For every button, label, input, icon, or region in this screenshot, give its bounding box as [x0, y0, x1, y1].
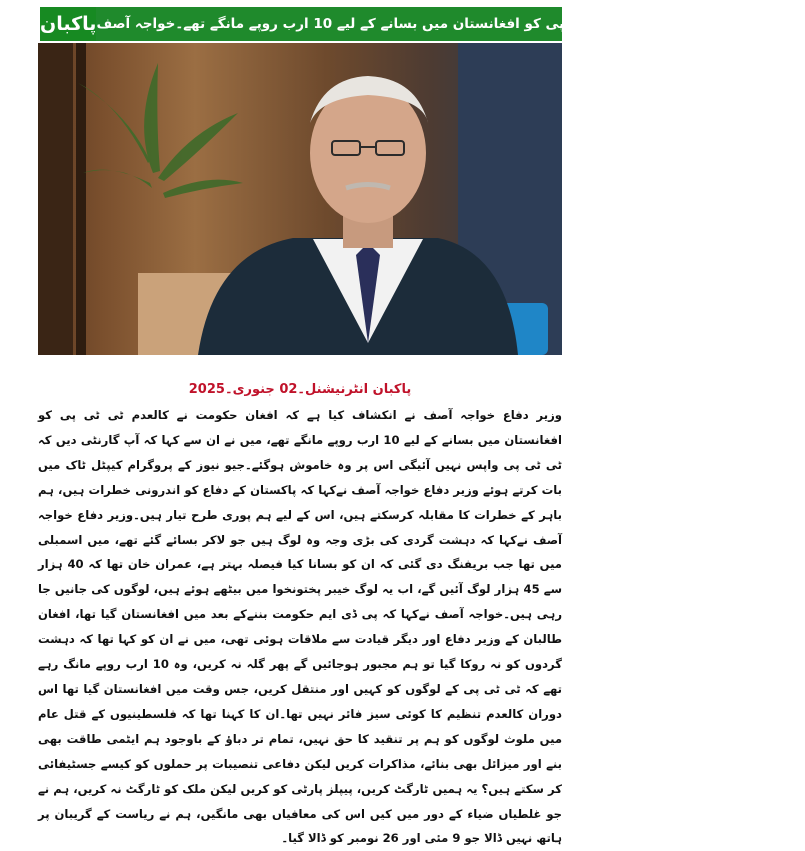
portrait-illustration — [38, 43, 562, 355]
brand-logo[interactable]: پاکبان — [38, 7, 96, 41]
article-paragraph: وزیر دفاع خواجہ آصف نے انکشاف کیا ہے کہ افغان حکومت نے کالعدم ٹی ٹی پی کو افغانستان میں بسانے کے لیے 10 ارب روپے مانگے تھے، میں نے ان سے کہا کہ آپ گارنٹی دیں کہ ٹی ٹی پی واپس نہیں آئیگی اس پر وہ خاموش ہوگئے۔جیو نیوز کے پروگرام کیپٹل ٹاک میں بات کرتے ہوئے وزیر دفاع خواجہ آصف نےکہا کہ پاکستان کے دفاع کو اندرونی خطرات ہیں، ہم باہر کے خطرات کا مقابلہ کرسکتے ہیں، اس کے لیے ہم پوری طرح تیار ہیں۔وزیر دفاع خواجہ آصف نےکہا کہ دہشت گردی کی بڑی وجہ وہ لوگ ہیں جو لاکر بسائے گئے تھے، میں اسمبلی میں تھا جب بریفنگ دی گئی کہ ان کو بسانا کیا فیصلہ بہتر ہے، عمران خان تھا کہ 40 ہزار سے 45 ہزار لوگ آئیں گے، اب یہ لوگ خیبر پختونخوا میں بیٹھے ہوئے ہیں، لوگوں کی جانیں جا رہی ہیں۔خواجہ آصف نےکہا کہ پی ڈی ایم حکومت بننےکے بعد میں افغانستان گیا تھا، افغان طالبان کے وزیر دفاع اور دیگر قیادت سے ملاقات ہوئی تھی، میں نے ان کو کہا تھا کہ دہشت گردوں کو نہ روکا گیا تو ہم مجبور ہوجائیں گے پھر گلہ نہ کریں، وہ 10 ارب روپے مانگ رہے تھے کہ ٹی ٹی پی کے لوگوں کو کہیں اور منتقل کریں، جس وقت میں افغانستان گیا تھا اس دوران کالعدم تنظیم کا کوئی سیز فائر نہیں تھا۔ان کا کہنا تھا کہ فلسطینیوں کے قتل عام میں ملوث لوگوں کو ہم پر تنقید کا حق نہیں، تمام تر دباؤ کے باوجود ہم ایٹمی طاقت بھی بنے اور میزائل بھی بنائے، مذاکرات کریں لیکن دفاعی تنصیبات پر حملوں کو کیسے جسٹیفائی کر سکتے ہیں؟ یہ ہمیں ٹارگٹ کریں، پیپلز پارٹی کو کریں لیکن ملک کو ٹارگٹ نہ کریں، ہم نے جو غلطیاں ضیاء کے دور میں کیں اس کی معافیاں بھی مانگیں، ہم نے ریاست کے گریبان پر ہاتھ نہیں ڈالا جو 9 مئی اور 26 نومبر کو ڈالا گیا۔ — [38, 408, 563, 846]
dateline: پاکبان انٹرنیشنل۔02 جنوری۔2025 — [188, 382, 412, 397]
headline-text: افغان!ان حکومت نے کالعدم ٹی ٹی پی کو افغانستان میں بسانے کے لیے 10 ارب روپے مانگے تھے۔خواجہ آصف — [96, 16, 795, 32]
headline-banner — [38, 7, 795, 41]
article-photo — [38, 43, 562, 355]
article-body — [38, 403, 562, 851]
